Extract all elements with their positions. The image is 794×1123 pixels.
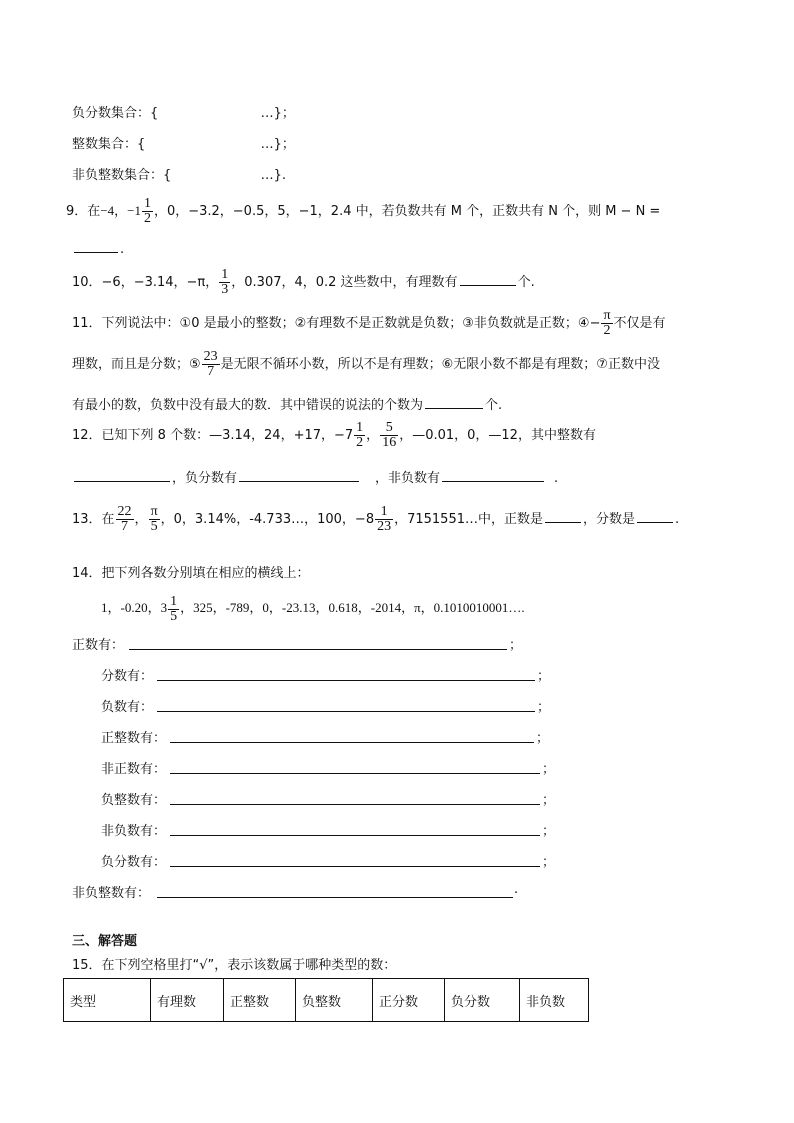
q11-text: 11．下列说法中：①0 是最小的整数；②有理数不是正数就是负数；③非负数就是正数；④− [72, 316, 601, 331]
frac-den: 23 [377, 519, 392, 534]
q13-end: . [675, 512, 680, 527]
set-label: 非负整数集合：{ [72, 168, 172, 183]
question-12-line-1 [72, 418, 596, 454]
q14-answer-line[interactable] [157, 680, 535, 681]
q12-nonneg-blank[interactable] [442, 468, 544, 482]
table-row [64, 979, 589, 1022]
q9-end: . [120, 242, 125, 257]
q11-answer-blank[interactable] [425, 395, 483, 409]
q11-fraction-pi-2 [601, 309, 612, 338]
q12-label: ，非负数有 [375, 471, 441, 486]
frac-num: 23 [203, 349, 218, 364]
q9-text: ，0，−3.2，−0.5，5，−1，2.4 中，若负数共有 M 个，正数共有 N 个，则 M − N = [153, 204, 661, 219]
section-title: 三、解答题 [72, 934, 138, 949]
q14-answer-line[interactable] [129, 649, 507, 650]
frac-den: 7 [207, 364, 215, 379]
q12-integer-blank[interactable] [74, 468, 170, 482]
q10-prefix: 10．−6，−3.14，−π， [72, 275, 219, 290]
q14-row-label: 负分数有： [101, 855, 167, 870]
q9-answer [72, 239, 124, 257]
q12-mixed-fraction [354, 421, 365, 450]
frac-num: π [603, 308, 611, 323]
q14-row-label: 非负整数有： [72, 886, 151, 901]
set-label: 负分数集合：{ [72, 106, 159, 121]
frac-den: 3 [221, 282, 229, 297]
frac-num: 5 [380, 421, 398, 436]
q14-row-end: ； [542, 855, 556, 870]
q12-fraction [380, 421, 398, 450]
q9-prefix: 9．在 [66, 204, 101, 219]
set-end: …}； [260, 137, 295, 152]
q12-text: ，—0.01，0，—12，其中整数有 [399, 428, 596, 443]
q12-label: ，负分数有 [172, 471, 238, 486]
frac-den: 2 [356, 435, 364, 450]
q11-fraction-23-7 [202, 350, 220, 379]
q13-fraction-22-7 [116, 505, 134, 534]
q13-prefix: 13．在 [72, 512, 115, 527]
set-integer [72, 133, 295, 152]
q14-answer-line[interactable] [170, 773, 540, 774]
q14-numbers: 1，-0.20，3 [101, 600, 168, 615]
q9-fraction [142, 197, 153, 226]
q12-neg-fraction-blank[interactable] [239, 468, 359, 482]
q14-answer-line[interactable] [170, 742, 534, 743]
q14-row-end: ； [542, 793, 556, 808]
question-11-line-2 [72, 348, 660, 382]
q12-end: . [554, 471, 559, 486]
table-header-cell: 类型 [64, 979, 151, 1022]
q14-mixed-fraction [168, 595, 179, 624]
q13-text: ，0，3.14%，-4.733…，100，−8 [160, 512, 375, 527]
frac-num: 1 [221, 267, 229, 282]
q14-answer-line[interactable] [157, 897, 513, 898]
q14-answer-line[interactable] [170, 866, 540, 867]
question-11-line-3 [72, 394, 502, 413]
frac-num: 1 [356, 420, 364, 435]
frac-num: 22 [117, 504, 132, 519]
frac-den: 7 [121, 519, 129, 534]
frac-num: π [150, 504, 158, 519]
q14-row-label: 正整数有： [101, 731, 167, 746]
q10-fraction [219, 268, 230, 297]
q14-row-label: 非正数有： [101, 762, 167, 777]
q11-end: 个. [485, 398, 503, 413]
q13-fraction-blank[interactable] [637, 509, 673, 523]
set-end: …}； [260, 106, 295, 121]
q12-sep: ， [366, 428, 380, 443]
q14-row-end: ； [537, 669, 551, 684]
frac-den: 16 [382, 435, 397, 450]
q14-row-label: 负整数有： [101, 793, 167, 808]
set-nonneg-integer [72, 164, 286, 183]
q14-row-end: ； [509, 638, 523, 653]
frac-den: 5 [150, 519, 158, 534]
set-negative-fraction [72, 102, 295, 121]
question-11-line-1 [72, 307, 666, 341]
q13-text: ，7151551…中，正数是 [394, 512, 543, 527]
set-end: …}. [260, 168, 286, 183]
q14-answer-line[interactable] [170, 835, 540, 836]
question-9 [66, 194, 660, 229]
q14-row-end: . [514, 882, 519, 897]
q15-table [63, 978, 589, 1022]
question-15: 15．在下列空格里打“√”，表示该数属于哪种类型的数： [72, 958, 397, 973]
question-10 [72, 266, 535, 300]
q14-answer-line[interactable] [170, 804, 540, 805]
q10-end: 个. [517, 275, 535, 290]
table-header-cell: 负整数 [296, 979, 373, 1022]
frac-num: 1 [375, 505, 393, 520]
q13-mixed-fraction [375, 505, 393, 534]
q14-row-label: 非负数有： [101, 824, 167, 839]
q11-text: 不仅是有 [613, 316, 666, 331]
question-14-title: 14．把下列各数分别填在相应的横线上： [72, 566, 310, 581]
frac-num: 1 [170, 593, 178, 609]
question-14-numbers [101, 590, 525, 626]
q13-label: ，分数是 [583, 512, 636, 527]
frac-num: 1 [143, 196, 151, 211]
q11-text: 有最小的数，负数中没有最大的数．其中错误的说法的个数为 [72, 398, 424, 413]
q14-row-label: 分数有： [101, 669, 154, 684]
q9-answer-blank[interactable] [74, 239, 118, 253]
q14-row-label: 负数有： [101, 700, 154, 715]
q13-positive-blank[interactable] [545, 509, 581, 523]
q14-answer-line[interactable] [157, 711, 535, 712]
table-header-cell: 非负数 [520, 979, 589, 1022]
q10-answer-blank[interactable] [460, 272, 516, 286]
table-header-cell: 正整数 [224, 979, 296, 1022]
question-12-line-2 [72, 467, 558, 486]
frac-den: 2 [603, 323, 611, 338]
table-header-cell: 正分数 [373, 979, 445, 1022]
q11-text: 理数，而且是分数；⑤ [72, 357, 201, 372]
q13-fraction-pi-5 [149, 505, 160, 534]
q11-text: 是无限不循环小数，所以不是有理数；⑥无限小数不都是有理数；⑦正数中没 [220, 357, 660, 372]
q9-numbers: −4，−1 [100, 203, 141, 218]
set-label: 整数集合：{ [72, 137, 146, 152]
q14-row-end: ； [542, 762, 556, 777]
q10-text: ，0.307，4，0.2 这些数中，有理数有 [231, 275, 458, 290]
q14-row-end: ； [537, 700, 551, 715]
table-header-cell: 有理数 [151, 979, 224, 1022]
question-13: 13．在 $\frac{22}{7}$ ， $\frac{\pi}{5}$ ，0，3.14%，-4.733…，100，−8 $\frac{1}{23}$ ，7151551…中，正数是 ，分数是 . [72, 504, 680, 534]
q14-row-end: ； [536, 731, 550, 746]
frac-den: 5 [170, 608, 178, 624]
q14-numbers: ，325，-789，0，-23.13，0.618，-2014，π，0.1010010001…. [180, 600, 525, 615]
q14-row-label: 正数有： [72, 638, 125, 653]
q12-text: 12．已知下列 8 个数：—3.14，24，+17，−7 [72, 428, 354, 443]
frac-den: 2 [143, 211, 151, 226]
q14-row-end: ； [542, 824, 556, 839]
table-header-cell: 负分数 [445, 979, 520, 1022]
